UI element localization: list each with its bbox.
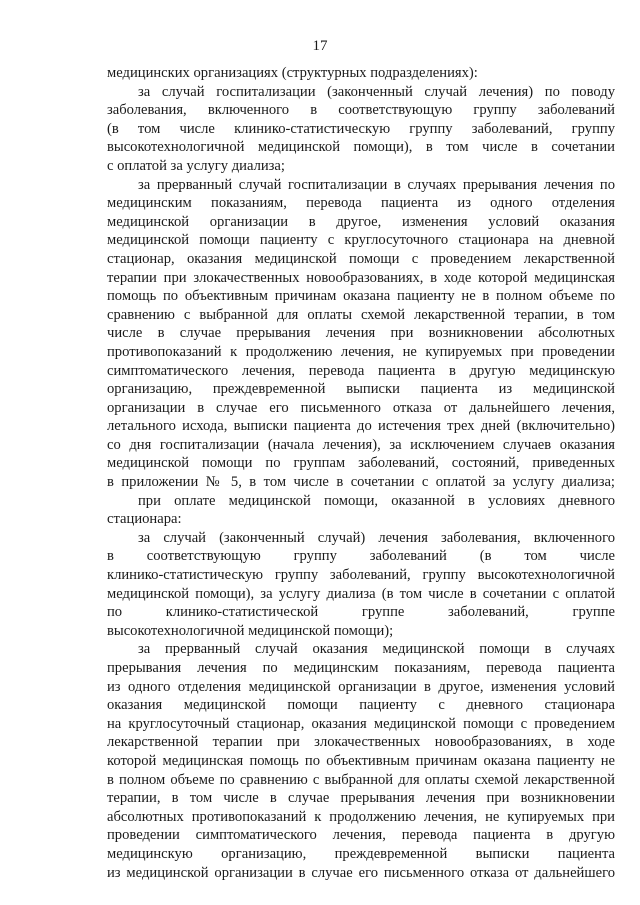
text-line: клинико-статистическую группу заболеваний, группу высокотехнологичной — [107, 567, 615, 584]
text-line: которой медицинская помощь по объективным причинам оказана пациенту не — [107, 752, 615, 769]
text-line: на круглосуточный стационар, оказания медицинской помощи с проведением — [107, 715, 615, 732]
text-line: терапии, в том числе в случае прерывания лечения при возникновении — [107, 790, 615, 807]
text-line: медицинской помощи пациенту с круглосуточного стационара на дневной — [107, 232, 615, 249]
text-line: высокотехнологичной медицинской помощи); — [107, 622, 394, 639]
text-line: в полном объеме по сравнению с выбранной для оплаты схемой лекарственной — [107, 771, 615, 788]
text-line: помощь по объективным причинам оказана пациенту не в полном объеме по — [107, 288, 615, 305]
text-line: из медицинской организации в случае его письменного отказа от дальнейшего — [107, 864, 615, 881]
text-line: стационар, оказания медицинской помощи с проведением лекарственной — [107, 250, 615, 267]
text-line: с оплатой за услугу диализа; — [107, 157, 285, 174]
text-line: заболевания, включенного в соответствующую группу заболеваний — [107, 102, 615, 119]
text-line: стационара: — [107, 511, 182, 528]
text-line: за случай госпитализации (законченный случай лечения) по поводу — [138, 83, 615, 100]
text-line: прерывания лечения по медицинским показаниям, перевода пациента — [107, 660, 615, 676]
text-line: организацию, преждевременной выписки пациента из медицинской — [107, 381, 615, 398]
text-line: из одного отделения медицинской организации в другое, изменения условий — [107, 678, 615, 695]
text-line: терапии при злокачественных новообразованиях, в ходе которой медицинская — [107, 269, 615, 286]
text-line: числе в случае прерывания лечения при возникновении абсолютных — [107, 325, 615, 342]
text-line: организации в случае его письменного отказа от дальнейшего лечения, — [107, 399, 615, 416]
body-text — [107, 64, 615, 882]
text-line: за случай (законченный случай) лечения заболевания, включенного — [138, 529, 615, 546]
text-line: медицинскую организацию, преждевременной выписки пациента — [107, 845, 615, 862]
text-line: за прерванный случай оказания медицинской помощи в случаях — [138, 641, 615, 658]
text-line: по клинико-статистической группе заболеваний, группе — [107, 604, 615, 621]
text-line: медицинских организациях (структурных подразделениях): — [107, 65, 478, 81]
text-line: медицинской помощи), за услугу диализа (в том числе в сочетании с оплатой — [107, 585, 615, 602]
text-line: при оплате медицинской помощи, оказанной в условиях дневного — [138, 492, 615, 509]
text-line: сравнению с выбранной для оплаты схемой лекарственной терапии, в том — [107, 306, 615, 323]
text-line: в приложении № 5, в том числе в сочетании с оплатой за услугу диализа; — [107, 474, 615, 491]
text-line: высокотехнологичной медицинской помощи), в том числе в сочетании — [107, 139, 615, 156]
text-line: медицинской помощи по группам заболеваний, состояний, приведенных — [107, 455, 615, 472]
text-line: (в том числе клинико-статистическую группу заболеваний, группу — [107, 120, 615, 137]
text-line: медицинским показаниям, перевода пациента из одного отделения — [107, 195, 615, 212]
text-line: симптоматического лечения, перевода пациента в другую медицинскую — [107, 362, 615, 379]
text-line: абсолютных противопоказаний к продолжению лечения, не купируемых при — [107, 808, 615, 825]
text-line: медицинской организации в другое, изменения условий оказания — [107, 213, 615, 230]
text-line: лекарственной терапии при злокачественных новообразованиях, в ходе — [107, 734, 615, 751]
page-number: 17 — [312, 38, 328, 54]
text-line: проведении симптоматического лечения, перевода пациента в другую — [107, 827, 615, 844]
text-line: летального исхода, выписки пациента до истечения трех дней (включительно) — [107, 418, 615, 435]
text-line: в соответствующую группу заболеваний (в том числе — [107, 548, 615, 565]
text-line: противопоказаний к продолжению лечения, не купируемых при проведении — [107, 343, 615, 360]
text-line: за прерванный случай госпитализации в случаях прерывания лечения по — [138, 176, 615, 193]
text-line: оказания медицинской помощи пациенту с дневного стационара — [107, 697, 615, 714]
text-line: со дня госпитализации (начала лечения), за исключением случаев оказания — [107, 436, 615, 453]
